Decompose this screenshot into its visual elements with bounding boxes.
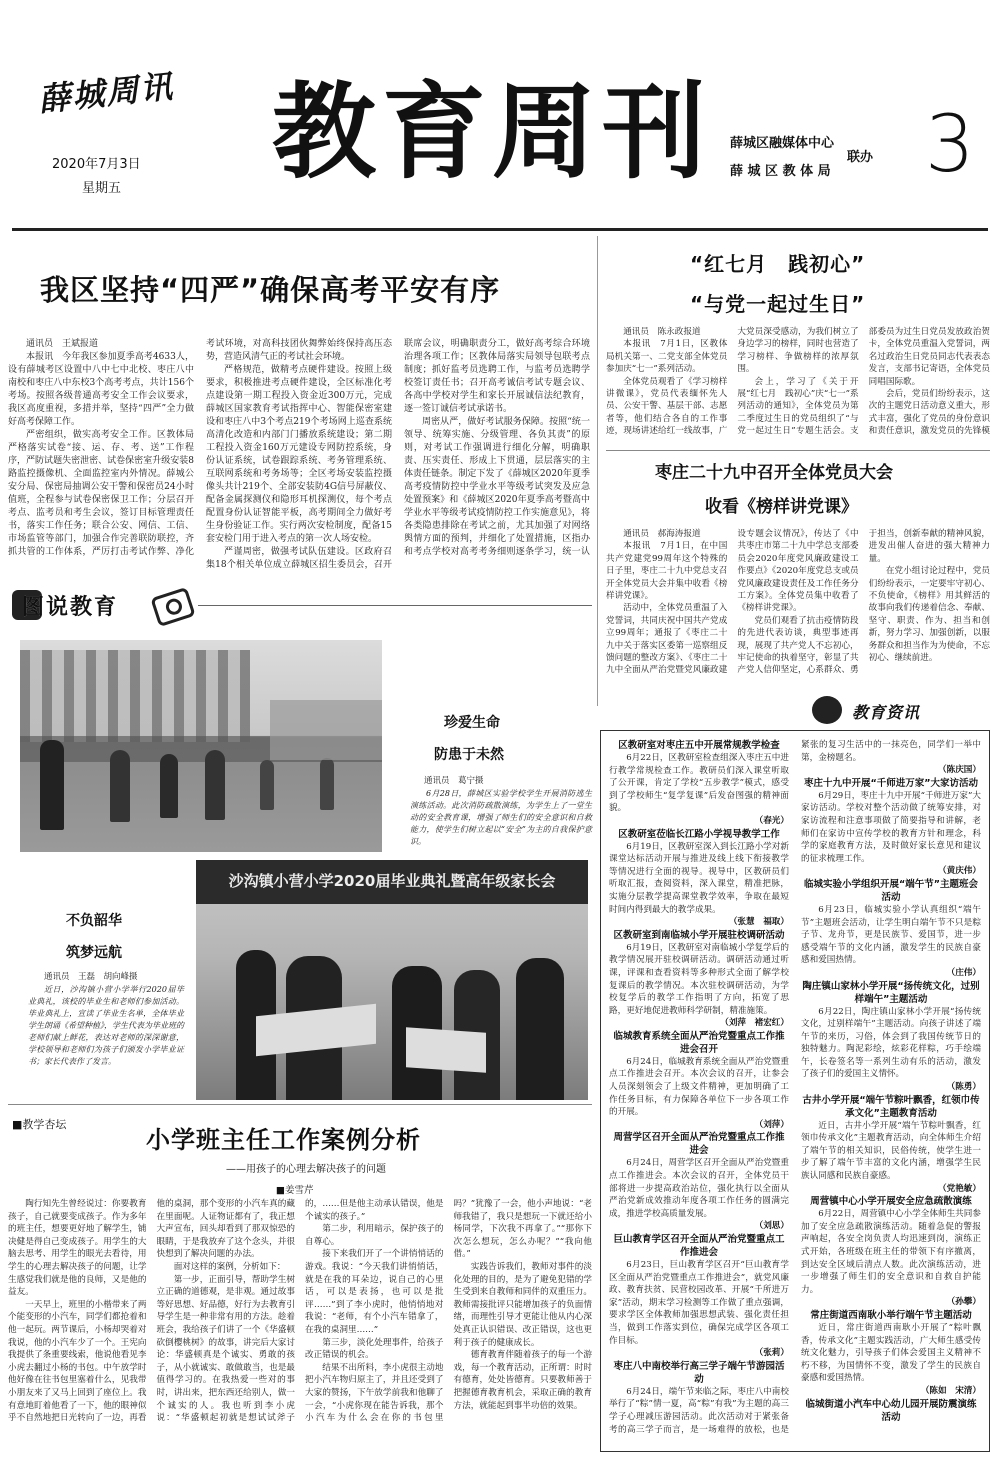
graduation-photo bbox=[196, 860, 588, 1100]
news-item-title: 古井小学开展“端午节粽叶飘香，红领巾传承文化”主题教育活动 bbox=[802, 1094, 980, 1119]
red-paragraph: 本报讯 7月1日，区教体局机关第一、二党支部全体党员参加庆“七一”系列活动。 bbox=[606, 339, 728, 375]
masthead-org1: 薛城区融媒体中心 bbox=[730, 136, 835, 151]
news-item-text: 近日，古井小学开展“端午节粽叶飘香，红领巾传承文化”主题教育活动，向全体师生介绍了端午节的相关知识，民俗传统，使学生进一步了解了端午节丰富的文化内涵，增强学生民族认同感和民族自豪感。 bbox=[801, 1120, 981, 1182]
news-item bbox=[609, 929, 789, 1030]
news-item bbox=[801, 878, 981, 980]
class-paragraph: 面对这样的案例，分析如下： bbox=[173, 1261, 286, 1272]
picture-banner-rule bbox=[198, 605, 592, 606]
news-item-text: 6月24日，临城教育系统全面从严治党暨重点工作推进会召开。本次会议的召开，让参会人员深刻领会了上级文件精神，更加明确了工作任务目标，有力保障各单位下一步各项工作的开展。 bbox=[609, 1056, 789, 1118]
section-rule bbox=[606, 450, 990, 451]
school29-headline-1: 枣庄二十九中召开全体党员大会 bbox=[655, 463, 893, 483]
main-paragraph: 周密从严，做好考试服务保障。按照“统一领导、统筹实施、分级管理、各负其责”的原则，对考试工作强调进行细化分解，明确职责、压实责任、形成上下贯通，层层落实的主体责任链条。制定下发了《薛城区2020年夏季高考疫情防控中学业水平等级考试突发及应急处置预案》和《薛城区2020年夏季高考暨高中学业水平等级考试疫情防控工作实施意见》，将各类隐患排除在考试之前，尤其加强了对网络舆情方面的预判，并细化了处置措施，区指办和考点学校对高考考务细则逐条学习，统一认 bbox=[404, 417, 590, 557]
main-paragraph: 严格规范，做精考点硬件建设。按照上级要求，积极推进考点硬件建设，全区标准化考点建设第一期工程投入资金近300万元，完成薛城区国家教育考试指挥中心、智能保密室建设和枣庄八中3个考点219个考场网上巡查系统高清化改造和内部门门播放系统建设；第二期工程投入资金160万元建设专网防控系统，身份认证系统，试卷跟踪系统、考务管理系统、互联网系统和考务场等；全区考场安装监控摄像头共计219个、全部安装防4G信号屏蔽仪、配备金属探测仪和隐形耳机探测仪，每个考点配置身份认证智能平板，高考期间全力做好考生身份验证工作。实行两次安检制度，配备15套安检门用于进入考点的第一次人场安检。 bbox=[206, 365, 392, 544]
main-byline: 通讯员 王斌报道 bbox=[26, 339, 99, 349]
news-item-author: （张莉） bbox=[754, 1348, 789, 1359]
class-article-body bbox=[8, 1198, 592, 1454]
news-item-title: 周营镇中心小学开展安全应急疏散演练 bbox=[810, 1196, 972, 1208]
news-item-text: 6月23日，临城实验小学认真组织“端午节”主题班会活动，让学生明白端午节不只是粽子节、龙舟节，更是民族节、爱国节，进一步感受端午节的文化内涵，激发学生的民族自豪感和爱国热情。 bbox=[801, 904, 981, 966]
photo2-caption: 近日，沙沟镇小营小学举行2020届毕业典礼，该校的毕业生和老师们参加活动。毕业典礼上，宣读了毕业生名单，全体毕业学生朗诵《希望种植》，学生代表为毕业班的老师们献上鲜花，表达对老师的深深谢意，学校领导和老师们为孩子们颁发小学毕业证书；家长代表作了发言。 bbox=[28, 985, 184, 1066]
news-item bbox=[801, 980, 981, 1094]
news-item bbox=[609, 1131, 789, 1233]
masthead bbox=[0, 0, 1000, 230]
school29-headline-2: 收看《榜样讲党课》 bbox=[705, 497, 858, 517]
page-number: 3 bbox=[925, 100, 975, 190]
news-item-author: （庄伟） bbox=[946, 967, 981, 978]
news-item-title: 区教研室到南临城小学开展驻校调研活动 bbox=[613, 929, 785, 941]
class-paragraph: 陶行知先生曾经说过：你要教育孩子，自己就要变成孩子。作为多年的班主任，想要更好地了解学生，铺决健是得自己变成孩子。用学生的大脑去思考、用学生的眼光去看待，用学生的心理去解决孩子的问题，让学生感觉我们就是他的良师，又是他的益友。 bbox=[8, 1199, 147, 1298]
news-item-text: 6月29日，枣庄十九中开展“千师进万家”大家访活动。学校对整个活动做了统筹安排，对家访流程和注意事项做了简要指导和讲解，老师们在家访中宣传学校的教育方针和理念，科学的家庭教育方法，及时做好家长意见和建议的征求梳理工作。 bbox=[801, 790, 981, 864]
main-paragraph: 本报讯 今年我区参加夏季高考4633人，设有薛城考区设置中八中七中北校、枣庄八中南校和枣庄八中东校3个高考考点，共计156个考场。按照各级普通高考安全工作会议要求，我区高度重视，多措并举，坚持“四严”全力做好高考保障工作。 bbox=[8, 352, 194, 427]
news-item-author: （刘萍） bbox=[754, 1119, 789, 1130]
news-item-title: 陶庄镇山家林小学开展“扬传统文化，过别样端午”主题活动 bbox=[802, 980, 980, 1005]
news-item-author: （刘思） bbox=[754, 1221, 789, 1232]
edu-news-columns bbox=[609, 739, 981, 1445]
news-item bbox=[801, 1309, 981, 1398]
news-item-author: （陈如 宋清） bbox=[920, 1385, 981, 1396]
photo1-title-2: 防患于未然 bbox=[434, 747, 504, 763]
class-paragraph: 第三步，淡化处理事件，给孩子改正错误的机会。 bbox=[305, 1337, 444, 1361]
class-subtitle: ——用孩子的心理去解决孩子的问题 bbox=[226, 1164, 386, 1175]
photo1-byline: 通讯员 葛宁摄 bbox=[424, 776, 484, 786]
news-item bbox=[609, 1233, 789, 1360]
edu-news-banner bbox=[808, 694, 988, 728]
school29-paragraph: 活动中，全体党员重温了入党誓词，共同庆祝中国共产党成立99周年；通报了《枣庄二十九中关于落实区委第一巡察组反馈问题的整改方案》、《枣庄二十九中全面从严治党暨党风廉政建设专题会议情况》，传达了《中共枣庄市第二十九中学总支部委员会2020年度党风廉政建设工作要点》《2020年度党总支或员党风廉政建设责任及工作任务分工方案》。全体党员集中收看了《榜样讲党课》。 bbox=[606, 529, 859, 676]
news-item-title: 枣庄八中南校举行高三学子端午节游园活动 bbox=[613, 1360, 785, 1385]
main-headline: 我区坚持“四严”确保高考平安有序 bbox=[40, 273, 501, 307]
red-headline-2: “与党一起过生日” bbox=[690, 292, 866, 316]
news-item-title: 临城教育系统全面从严治党暨重点工作推进会召开 bbox=[613, 1030, 785, 1055]
news-item-text: 6月22日，周营镇中心小学全体师生共同参加了安全应急疏散演练活动。随着急促的警报声响起，各安全岗负责人均迅速到岗，演练正式开始，各班级在班主任的带领下有序撤离，到达安全区域后清点人数。此次演练活动，进一步增强了师生们的安全意识和自救自护能力。 bbox=[801, 1209, 981, 1295]
photo2-title-1: 不负韶华 bbox=[66, 913, 122, 929]
news-item-author: （刘萍 褚宏红） bbox=[720, 1018, 789, 1029]
news-item-text: 6月22日，区教研室检查组深入枣庄五中进行教学常规检查工作。教研员们深入课堂听取了公开课，肯定了学校“五步教学”模式，感受到了学校师生“复学复课”后发奋图强的精神面貌。 bbox=[609, 753, 789, 814]
class-author: ■姜雪芹 bbox=[276, 1185, 314, 1196]
news-item-text: 6月24日，周营学区召开全面从严治党暨重点工作推进会。本次会议的召开，全体党员干部将进一步提高政治站位，强化执行以全面从严治党新成效推动年度各项工作任务的圆满完成，推进学校高质量发展。 bbox=[609, 1158, 789, 1219]
news-item-title: 临城街道小汽车中心幼儿园开展防震演练活动 bbox=[805, 1398, 977, 1423]
news-item-author: （陈庆国） bbox=[938, 765, 981, 776]
news-item bbox=[609, 828, 789, 929]
red-article-body bbox=[606, 326, 990, 444]
news-item-text: 6月24日，端午节来临之际，枣庄八中南校举行了“粽”情一夏，高“粽”有我”为主题的高三学子心理减压游园活动。此次活动对于紧张备考的高三学子而言，是一场难得的放松，也是紧张的复习生活中的一抹亮色，同学们一举中第，金榜题名。 bbox=[609, 740, 981, 1435]
edu-news-logo-icon bbox=[812, 696, 842, 724]
section-rule bbox=[8, 1104, 592, 1105]
red-paragraph: 会上，学习了《关于开展“红七月 践初心”庆“七一”系列活动的通知》，全体党员为第二季度过生日的党员组织了“与党一起过生日”专题生活会。支部委员为过生日党员发放政治贺卡，全体党员重温入党誓词，两名过政治生日党员同志代表表态发言，支部书记寄语，全体党员同唱国际歌。 bbox=[737, 327, 990, 437]
masthead-org2: 薛 城 区 教 体 局 bbox=[730, 164, 831, 179]
school29-paragraph: 本报讯 7月1日，在中国共产党建党99周年这个特殊的日子里，枣庄二十九中党总支召开全体党员大会并集中收看《榜样讲党课》。 bbox=[606, 541, 728, 602]
masthead-joint: 联办 bbox=[847, 150, 874, 165]
masthead-rule bbox=[12, 228, 988, 231]
issue-date: 2020年7月3日 bbox=[52, 157, 141, 172]
news-item-author: （陈勇） bbox=[946, 1082, 981, 1093]
school29-article-body bbox=[606, 528, 990, 698]
news-item bbox=[609, 739, 789, 828]
photo1-caption: 6月28日，薛城区实验学校学生开展消防逃生演练活动。此次消防疏散演练，为学生上了一堂生动的安全教育课，增强了师生们的安全意识和自救能力，使学生们树立起以“安全”为主的自我保护意识。 bbox=[410, 789, 592, 846]
news-item bbox=[609, 1030, 789, 1132]
edu-news-box bbox=[600, 730, 990, 1452]
news-item-text: 6月23日，巨山教育学区召开“巨山教育学区全面从严治党暨重点工作推进会”，就党风廉政、教育扶贫、民营校园改革、开展“千所进万家”活动，期末学习检测等工作做了重点强调，要求学区全体教师加强思想武装、强化责任担当，做到工作落实到位，确保完成学区各项工作目标。 bbox=[609, 1260, 789, 1346]
camera-icon bbox=[150, 587, 195, 627]
main-paragraph: 严谨周密，做强考试队伍建设。区政府召集18个相关单位成立薛城区招生委员会，召开联席会议，明确职责分工，做好高考综合环境治理各项工作；区教体局落实局领导包联考点制度；抓好监考员选聘工作，与监考员选聘学校签订责任书；召开高考诚信考试专题会议、各高中学校对学生和家长开展诚信法纪教育，逐一签订诚信考试承诺书。 bbox=[206, 339, 590, 570]
school29-paragraph: 在党小组讨论过程中，党员们纷纷表示，一定要牢守初心、不负使命，《榜样》用其鲜活的故事向我们传递着信念、奉献、坚守、职责、作为、担当和创新，努力学习、加强创新，以服务群众和担当作为为使命，不忘初心、继续前进。 bbox=[868, 566, 990, 664]
red-paragraph: 会后，党员们纷纷表示，这次的主题党日活动意义重大，形式丰富，强化了党员的身份意识和责任意识，激发党员的先锋模 bbox=[868, 389, 990, 437]
news-item bbox=[801, 1195, 981, 1309]
masthead-calligraphy: 薛城周讯 bbox=[36, 66, 176, 119]
masthead-title: 教育周刊 bbox=[272, 70, 713, 193]
class-paragraph: 第二步，利用暗示，保护孩子的自尊心。 bbox=[305, 1224, 444, 1247]
issue-weekday: 星期五 bbox=[82, 181, 122, 196]
news-item-text: 6月22日，陶庄镇山家林小学开展“扬传统文化，过别样端午”主题活动。向孩子讲述了端午节的来历，习俗，体会到了我国传统节日的独特魅力。陶泥彩绘，炫彩花样粽，巧手绘端午，长卷签名等一系列生动有乐的活动，激发了孩子们的爱国主义情怀。 bbox=[801, 1006, 981, 1080]
news-item-text: 近日，常庄街道西南耿小开展了“粽叶飘香，传承文化”主题实践活动，广大师生感受传统文化魅力，引导孩子们体会爱国主义精神不朽不移，为国情怀不变，激发了学生的民族自豪感和爱国热情。 bbox=[801, 1322, 981, 1384]
red-headline-1: “红七月 践初心” bbox=[690, 252, 866, 276]
news-item-author: （春光） bbox=[754, 815, 789, 826]
news-item-author: （黄庆伟） bbox=[938, 866, 981, 877]
class-paragraph: 一天早上，班里的小楷带来了两个能变形的小汽车，同学们都抢着和他一起玩。两节课后，小杨却哭着对我说，他的小汽车少了一个。王宪向我提供了条重要线索，他说他看见李小虎去翻过小杨的书包。中午放学时他好像在往书包里塞着什么，见我带小朋友来了又马上回到了座位上。我有意地盯着他看了一下，他的眼神似乎不自然地把日光转向了一边，再看他的桌洞，那个变形的小汽车真的藏在里面呢。人证物证都有了，我正想大声宣布，回头却看到了那双惊恐的眼睛，于是我放弃了这个念头，并很快想到了解决问题的办法。 bbox=[8, 1199, 295, 1424]
school29-byline: 通讯员 郝海涛报道 bbox=[623, 529, 701, 539]
news-item-text: 6月19日，区教研室对南临城小学复学后的教学情况展开驻校调研活动。调研活动通过听课，评课和查看资料等多种形式全面了解学校复课后的教学情况。本次驻校调研活动，为学校复学后的教学工作指明了方向，拓宽了思路，更好地促进教师科学研制，精准施策。 bbox=[609, 942, 789, 1016]
news-item bbox=[801, 777, 981, 878]
picture-banner-label: 图说教育 bbox=[22, 595, 119, 620]
class-paragraph: 实践告诉我们，教师对事件的淡化处理的目的，是为了避免犯错的学生受到来自教师和同伴的双重压力。教师需接批评只能增加孩子的负面情绪，而理性引导才更能让他从内心深处真正认识错误、改正错误，这也更利于孩子的健康成长。 bbox=[453, 1261, 592, 1348]
photo2-byline: 通讯员 王磊 胡向峰摄 bbox=[44, 972, 138, 982]
news-item bbox=[801, 1094, 981, 1196]
news-item-title: 周营学区召开全面从严治党暨重点工作推进会 bbox=[613, 1132, 785, 1157]
photo1-title-1: 珍爱生命 bbox=[444, 715, 500, 731]
edu-news-banner-label: 教育资讯 bbox=[852, 703, 921, 722]
main-paragraph: 严密组织，做实高考安全工作。区教体局严格落实试卷“接、运、存、考、送”工作程序，严防试题失密泄密、试卷保密室升级安装8路监控摄像机、全面监控室内外情况。薛城公安分局、保密局抽调公安干警和保密员24小时值班，全程参与试卷保密保卫工作；分层召开考点、监考员和考生会议，签订目标管理责任书，落实工作任务；联合公安、网信、工信、市场监管等部门，加强合作完善联防联控，齐抓共管的工作体系，严厉打击考试作弊、净化考试环境，对高科技团伙舞弊始终保持高压态势，营造风清气正的考试社会环境。 bbox=[8, 339, 392, 557]
news-item-author: （孙攀） bbox=[946, 1297, 981, 1308]
news-item-title: 临城实验小学组织开展“端午节”主题班会活动 bbox=[804, 878, 978, 903]
news-item-title: 常庄街道西南耿小举行端午节主题活动 bbox=[810, 1309, 972, 1321]
class-paragraph: 结果不出所料，李小虎很主动地把小汽车物归原主了，并且还受到了大家的赞扬，下午放学前我和他聊了一会，“小虎你现在能告诉我，那个小汽车为什么会在你的书包里吗？”犹豫了一会，他小声地说：“老师我错了，我只是想玩一下就还给小杨同学，下次我不再拿了。”“那你下次怎么想玩，怎么办呢？”“我向他借。” bbox=[305, 1199, 592, 1424]
news-item-text: 6月19日，区教研室深入到长江路小学对新课堂达标活动开展与推进及线上线下衔接教学等情况进行全面的视导。视导中，区教研员们听取汇报，查阅资料，深入课堂，精准把脉，实施分层教学提高课堂教学效率，争取在最短时间内得到最大的教学成果。 bbox=[609, 841, 789, 915]
main-article-body bbox=[8, 338, 590, 574]
news-item-title: 巨山教育学区召开全面从严治党暨重点工作推进会 bbox=[613, 1234, 785, 1258]
news-item-author: （张慧 福取） bbox=[728, 917, 789, 928]
news-item-author: （党艳敏） bbox=[938, 1183, 981, 1194]
class-paragraph: 德育教育伴随着孩子的每一个游戏，每一个教育活动，正所谓：时时有德育，处处皆德育。只要教师善于把握德育教育机会，采取正确的教育方法，就能起到事半功倍的效果。 bbox=[453, 1350, 592, 1411]
column-label: ■教学杏坛 bbox=[12, 1118, 67, 1131]
fire-drill-photo bbox=[20, 640, 382, 852]
class-paragraph: 第一步，正面引导，帮助学生树立正确的道德观，是非观。通过故事等好思想、好品德，好行为去教育引导学生是一种非常有用的方法。趁着班会，我给孩子们讲了一个《华盛顿砍倒樱桃树》的故事，讲完后大家讨论：华盛顿真是个诚实、勇敢的孩子，从小就诚实、敢做敢当，也是最值得学习的。在我热爱一些对的事时，讲出来，把东西还给别人，做一个诚实的人。我也听到李小虎说：“华盛顿起初就是想试试斧子的，……但是他主动承认错误，他是个诚实的孩子。” bbox=[156, 1199, 444, 1424]
photo2-title-2: 筑梦远航 bbox=[66, 945, 122, 961]
red-paragraph: 全体党员观看了《学习榜样讲微课》，党员代表缅怀先人员、公安干警、基层干部、志愿者等，他们结合各自的工作事迹，现场讲述给红一线故事，广大党员深受感动，为我们树立了身边学习的榜样，同时也营造了学习榜样、争做榜样的浓厚氛围。 bbox=[606, 327, 859, 437]
graduation-banner-text: 沙沟镇小营小学2020届毕业典礼暨高年级家长会 bbox=[228, 872, 556, 890]
news-item-title: 区教研室莅临长江路小学视导教学工作 bbox=[618, 828, 780, 840]
column-divider bbox=[597, 236, 598, 706]
picture-banner bbox=[8, 586, 198, 624]
red-byline: 通讯员 陈永政报道 bbox=[623, 327, 701, 337]
school29-paragraph: 党员们观看了抗击疫情防段的先进代表访谈，典型事迹再现，展现了共产党人不忘初心，牢记使命的执着坚守，彰显了共产党人信仰坚定，心系群众、勇于担当，创新奉献的精神风貌，进发出催人奋进的强大精神力量。 bbox=[737, 529, 990, 676]
news-item-title: 区教研室对枣庄五中开展常规教学检查 bbox=[618, 740, 780, 751]
news-item-title: 枣庄十九中开展“千师进万家”大家访活动 bbox=[804, 777, 978, 789]
class-headline: 小学班主任工作案例分析 bbox=[146, 1126, 421, 1154]
class-paragraph: 接下来我们开了一个讲悄悄话的游戏。我说：“今天我们讲悄悄话，就是在我的耳朵边，说自己的心里话，可以是表扬，也可以是批评……”到了李小虎时，他悄悄地对我说：“老师，有个小汽车错拿了，在我的桌洞里……” bbox=[305, 1249, 444, 1335]
